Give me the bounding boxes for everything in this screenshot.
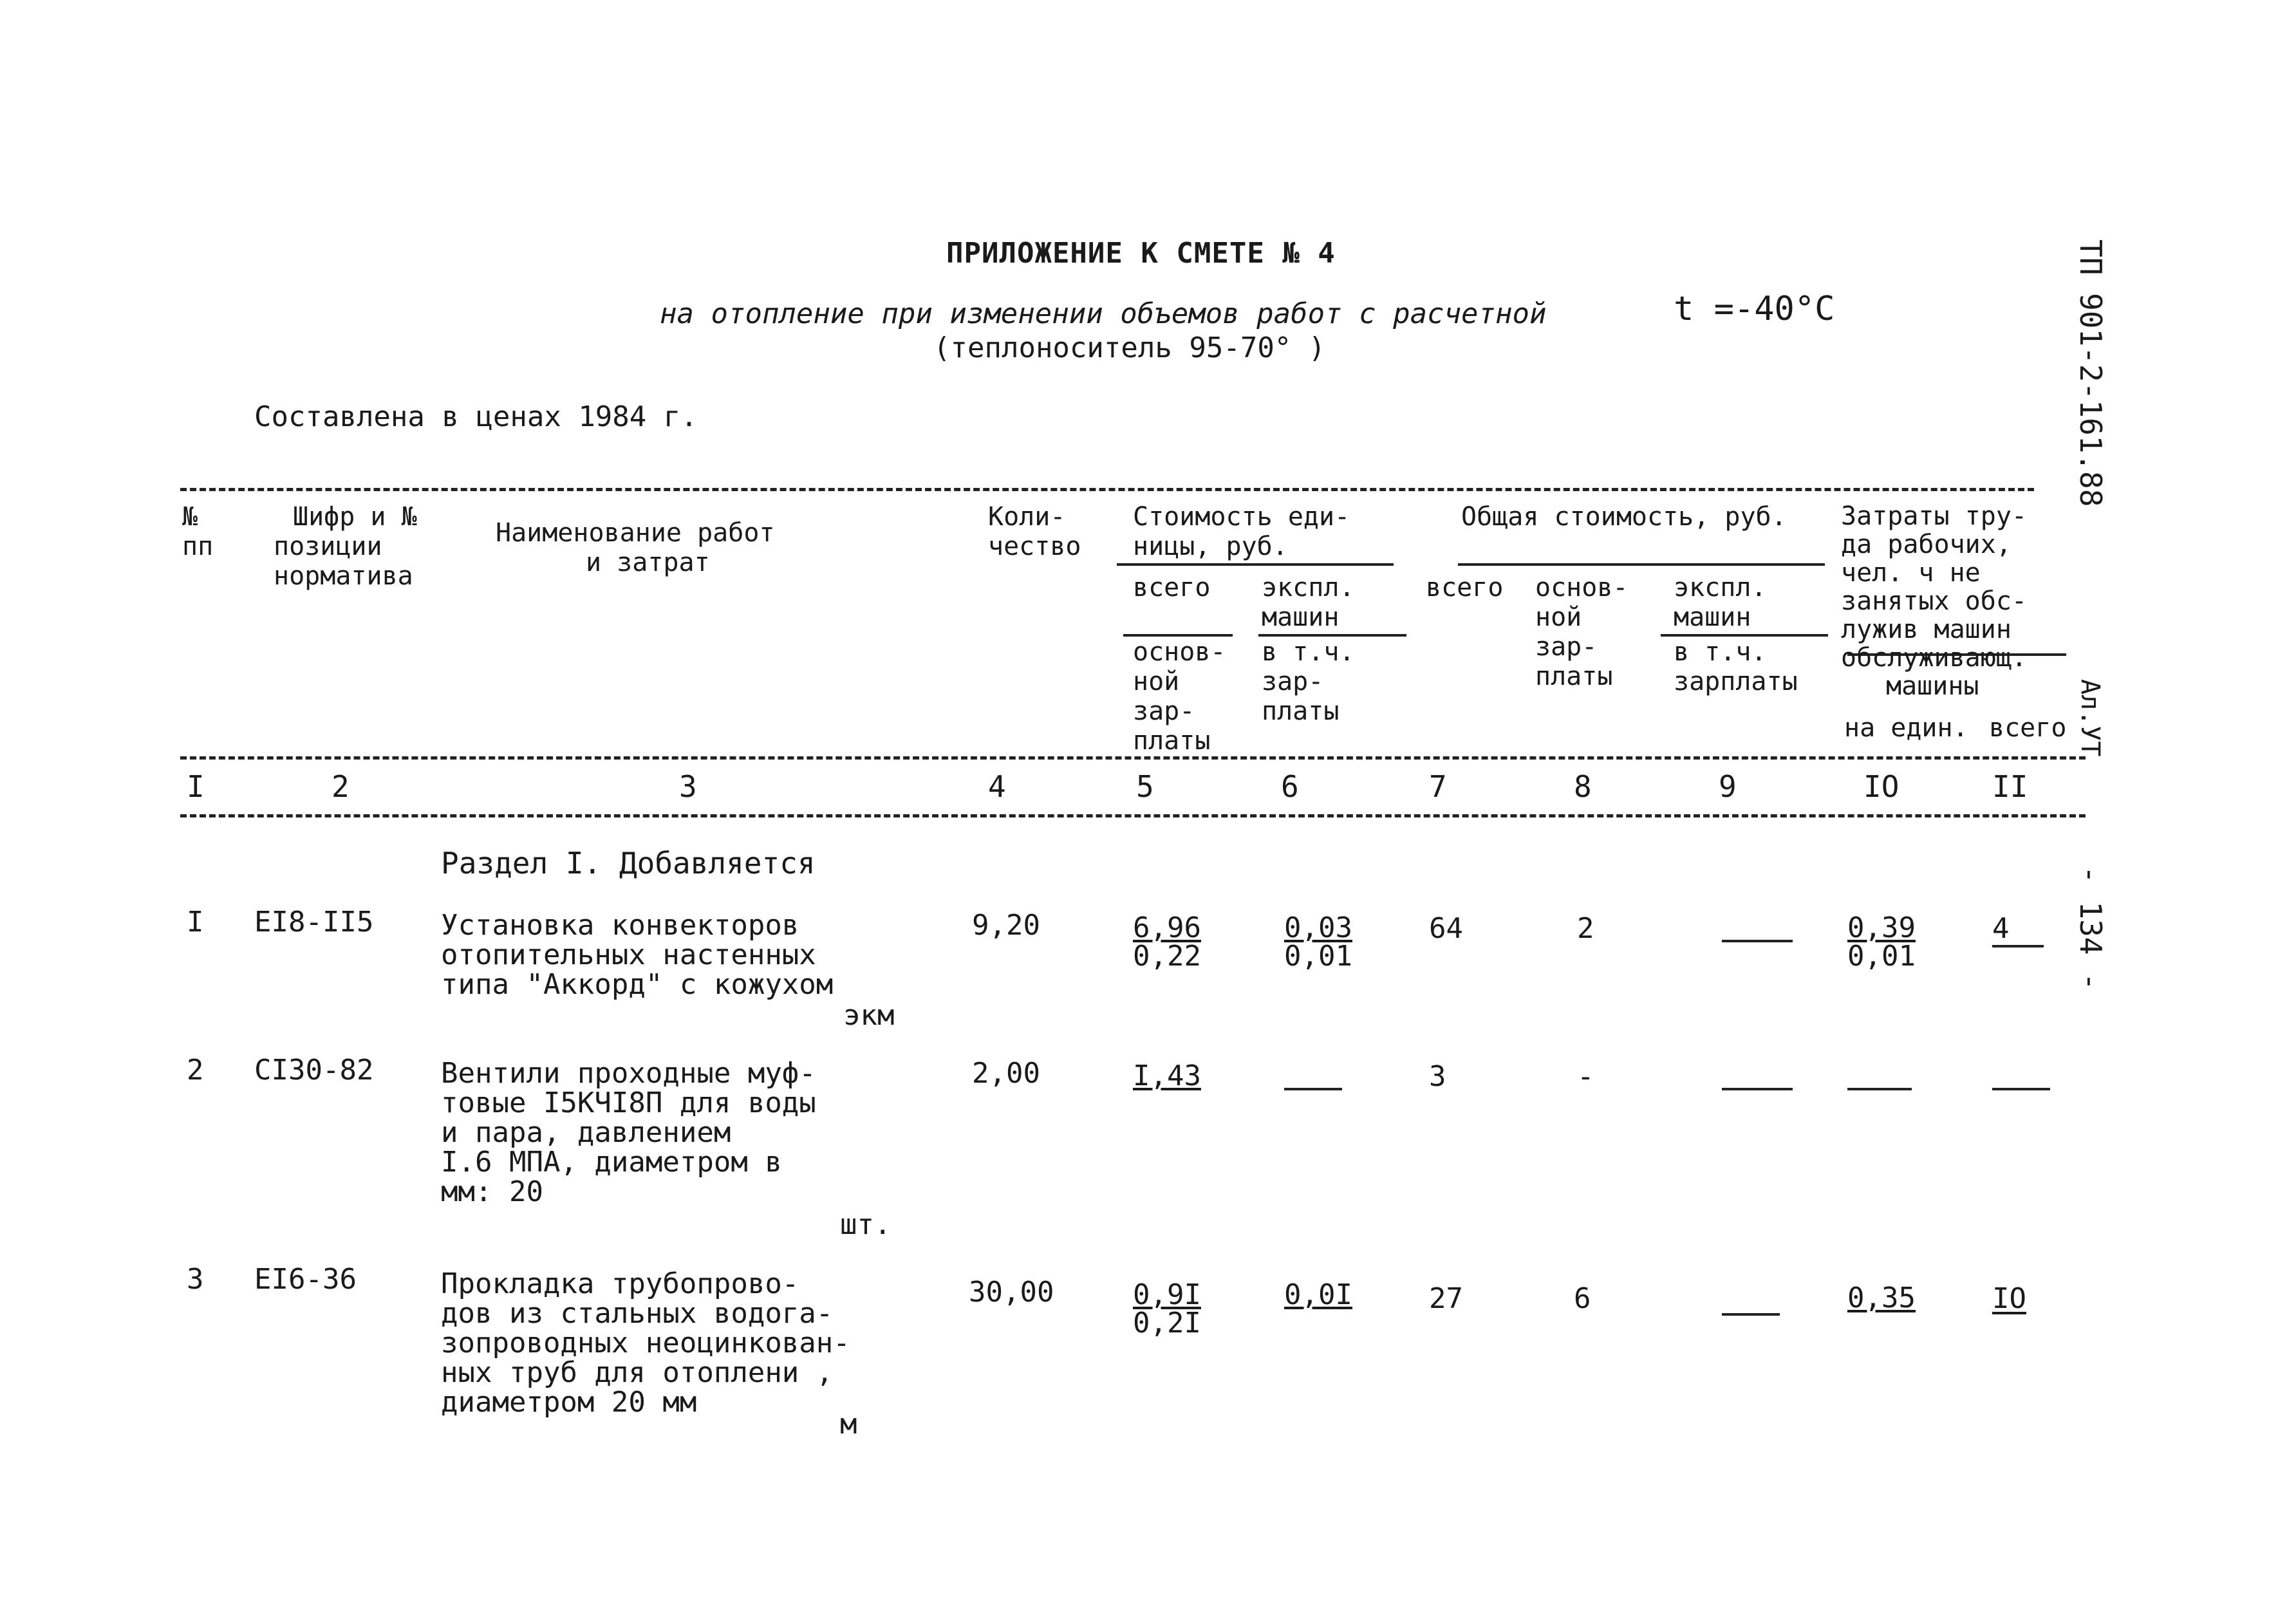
row-unit-cost — [1133, 911, 1201, 973]
col-number: IO — [1863, 769, 1900, 804]
row-name — [441, 1059, 816, 1207]
labor-group-line: обслуживающ. — [1841, 643, 2027, 673]
col-number: 9 — [1719, 769, 1737, 804]
row-unit-cost-total: I,43 — [1133, 1059, 1201, 1092]
col8-header-line: основ- — [1535, 573, 1629, 602]
col-number: 7 — [1429, 769, 1447, 804]
row-empty-mark — [1722, 1313, 1780, 1316]
row-labor-unit — [1847, 1284, 1916, 1312]
row-number: 2 — [187, 1054, 204, 1087]
col-number: 5 — [1136, 769, 1154, 804]
col9b-header-line: в т.ч. — [1674, 637, 1767, 667]
table-top-rule — [180, 488, 2034, 491]
row-total-cost: 64 — [1429, 912, 1463, 945]
document-subtitle-line1: на отопление при изменении объемов работ с расчетной — [660, 297, 1547, 330]
temperature-label: t =-40°С — [1674, 290, 1835, 328]
row-unit: м — [840, 1408, 857, 1441]
side-page-number: - 134 - — [2073, 866, 2108, 991]
row-labor-unit-bottom: 0,01 — [1847, 940, 1916, 973]
col5b-header-line: зар- — [1133, 696, 1195, 726]
unit-cost-group-header — [1133, 502, 1350, 561]
row-total-wage: 6 — [1574, 1282, 1591, 1315]
row-total-wage: 2 — [1577, 912, 1594, 945]
header-unit-cost-split — [1123, 634, 1233, 637]
total-cost-group-header: Общая стоимость, руб. — [1461, 502, 1787, 532]
col8-header — [1535, 573, 1629, 691]
col6b-header-line: зар- — [1262, 667, 1324, 696]
unit-cost-group-line: Стоимость еди- — [1133, 502, 1350, 532]
row-name-line: и пара, давлением — [441, 1116, 731, 1149]
row-number: I — [187, 906, 204, 938]
col9b-header — [1674, 637, 1798, 696]
labor-group-line: лужив машин — [1841, 615, 2012, 644]
row-name-line: мм: 20 — [441, 1175, 543, 1208]
column-numbers-rule — [180, 814, 2086, 817]
col2-header-line: Шифр и № — [293, 502, 417, 532]
row-machine-cost-total: 0,03 — [1284, 911, 1352, 944]
header-total-machine-underline — [1661, 634, 1828, 637]
col4-header-line: чество — [988, 532, 1081, 561]
labor-group-line: Затраты тру- — [1841, 501, 2027, 531]
row-name — [441, 911, 833, 1000]
col9b-header-line: зарплаты — [1674, 667, 1798, 696]
row-code: CI30-82 — [254, 1054, 374, 1087]
side-album: Ал.УТ — [2075, 679, 2105, 757]
document-title: ПРИЛОЖЕНИЕ К СМЕТЕ № 4 — [946, 237, 1336, 270]
section-title: Раздел I. Добавляется — [441, 846, 816, 881]
col7-header: всего — [1426, 573, 1504, 602]
col1-header-line: пп — [182, 532, 214, 561]
col6-header-line: экспл. — [1262, 573, 1355, 602]
labor-group-line: машины — [1886, 671, 1979, 701]
row-empty-mark — [1722, 1088, 1793, 1090]
row-labor-unit — [1847, 911, 1916, 973]
row-name-line: Прокладка трубопрово- — [441, 1267, 799, 1300]
side-doc-code: ТП 901-2-161.88 — [2073, 239, 2108, 507]
row-machine-cost — [1284, 1278, 1352, 1311]
col1-header-line: № — [182, 502, 198, 532]
col1-header — [182, 502, 213, 561]
labor-group-header — [1841, 502, 2027, 700]
col-number: 2 — [331, 769, 350, 804]
header-bottom-rule — [180, 756, 2086, 760]
col6-header-line: машин — [1262, 602, 1340, 632]
row-quantity: 9,20 — [972, 909, 1040, 942]
row-name-line: отопительных настенных — [441, 938, 816, 971]
row-unit: шт. — [840, 1208, 892, 1241]
row-labor-unit-top: 0,35 — [1847, 1282, 1916, 1314]
col5b-header-line: ной — [1133, 667, 1180, 696]
col2-header-line: норматива — [274, 561, 413, 591]
row-labor-total: IO — [1992, 1282, 2026, 1315]
labor-group-line: занятых обс- — [1841, 586, 2027, 616]
col5b-header-line: основ- — [1133, 637, 1226, 667]
row-unit-cost — [1133, 1059, 1201, 1092]
row-name-line: I.6 МПА, диаметром в — [441, 1146, 782, 1179]
labor-group-line: да рабочих, — [1841, 530, 2012, 559]
col2-header-line: позиции — [274, 532, 382, 561]
col6b-header — [1262, 637, 1355, 726]
row-code: EI8-II5 — [254, 906, 374, 938]
row-name-line: ных труб для отоплени , — [441, 1356, 834, 1389]
header-machine-underline — [1258, 634, 1406, 637]
unit-cost-group-line: ницы, руб. — [1133, 532, 1288, 561]
row-machine-cost-wage: 0,01 — [1284, 940, 1352, 973]
row-name-line: товые I5КЧI8П для воды — [441, 1087, 816, 1119]
col-number: 4 — [988, 769, 1006, 804]
col4-header-line: Коли- — [988, 502, 1066, 532]
row-name-line: диаметром 20 мм — [441, 1386, 697, 1419]
row-unit-cost-total: 6,96 — [1133, 911, 1201, 944]
row-name-line: Вентили проходные муф- — [441, 1057, 816, 1090]
labor-group-line: чел. ч не — [1841, 558, 1981, 588]
col5b-header-line: платы — [1133, 726, 1211, 756]
row-unit-cost — [1133, 1278, 1201, 1339]
col9-header — [1674, 573, 1767, 632]
row-unit-cost-wage: 0,22 — [1133, 940, 1201, 973]
row-empty-mark — [1722, 940, 1793, 942]
row-quantity: 2,00 — [972, 1057, 1040, 1090]
row-name-line: дов из стальных водога- — [441, 1297, 834, 1330]
row-machine-cost — [1284, 911, 1352, 973]
document-subtitle-line2: (теплоноситель 95-70° ) — [933, 331, 1326, 364]
col6-header — [1262, 573, 1355, 632]
col8-header-line: зар- — [1535, 632, 1598, 662]
row-name-line: зопроводных неоцинкован- — [441, 1327, 850, 1359]
row-name — [441, 1269, 850, 1417]
col8-header-line: платы — [1535, 662, 1613, 691]
row-total-wage: - — [1577, 1060, 1594, 1093]
col5-header — [1133, 573, 1210, 602]
col9-header-line: экспл. — [1674, 573, 1767, 602]
col6b-header-line: платы — [1262, 696, 1340, 726]
col11-header: всего — [1989, 713, 2067, 743]
col-number: 3 — [679, 769, 697, 804]
row-number: 3 — [187, 1263, 204, 1296]
col-number: 6 — [1281, 769, 1299, 804]
row-quantity: 30,00 — [969, 1276, 1054, 1309]
row-empty-mark — [1992, 1088, 2050, 1090]
row-total-cost: 3 — [1429, 1060, 1446, 1093]
row-code: EI6-36 — [254, 1263, 357, 1296]
row-unit-cost-total: 0,9I — [1133, 1278, 1201, 1311]
row-labor-unit-top: 0,39 — [1847, 911, 1916, 944]
row-labor-total: 4 — [1992, 912, 2010, 945]
col9-header-line: машин — [1674, 602, 1751, 632]
col8-header-line: ной — [1535, 602, 1582, 632]
col3-header-line: Наименование работ — [496, 518, 775, 548]
col4-header — [988, 502, 1081, 561]
header-total-cost-underline — [1458, 563, 1825, 566]
row-name-line: типа "Аккорд" с кожухом — [441, 968, 834, 1001]
header-unit-cost-underline — [1117, 563, 1394, 566]
col6b-header-line: в т.ч. — [1262, 637, 1355, 667]
row-empty-mark — [1847, 1088, 1912, 1090]
col-number: 8 — [1574, 769, 1592, 804]
row-name-line: Установка конвекторов — [441, 909, 799, 942]
col5-header-line: всего — [1133, 573, 1211, 602]
row-machine-cost-total: 0,0I — [1284, 1278, 1352, 1311]
col3-header-line: и затрат — [586, 548, 710, 577]
row-unit: экм — [843, 999, 895, 1032]
col5b-header — [1133, 637, 1226, 756]
row-total-cost: 27 — [1429, 1282, 1463, 1315]
prices-note: Составлена в ценах 1984 г. — [254, 400, 698, 433]
col10-header: на един. — [1844, 713, 1968, 743]
row-labor-total-mark — [1992, 945, 2044, 947]
col-number: II — [1992, 769, 2028, 804]
row-unit-cost-wage: 0,2I — [1133, 1307, 1201, 1339]
col2-header — [274, 502, 417, 591]
row-empty-mark — [1284, 1088, 1342, 1090]
col-number: I — [187, 769, 205, 804]
col3-header — [496, 518, 774, 577]
